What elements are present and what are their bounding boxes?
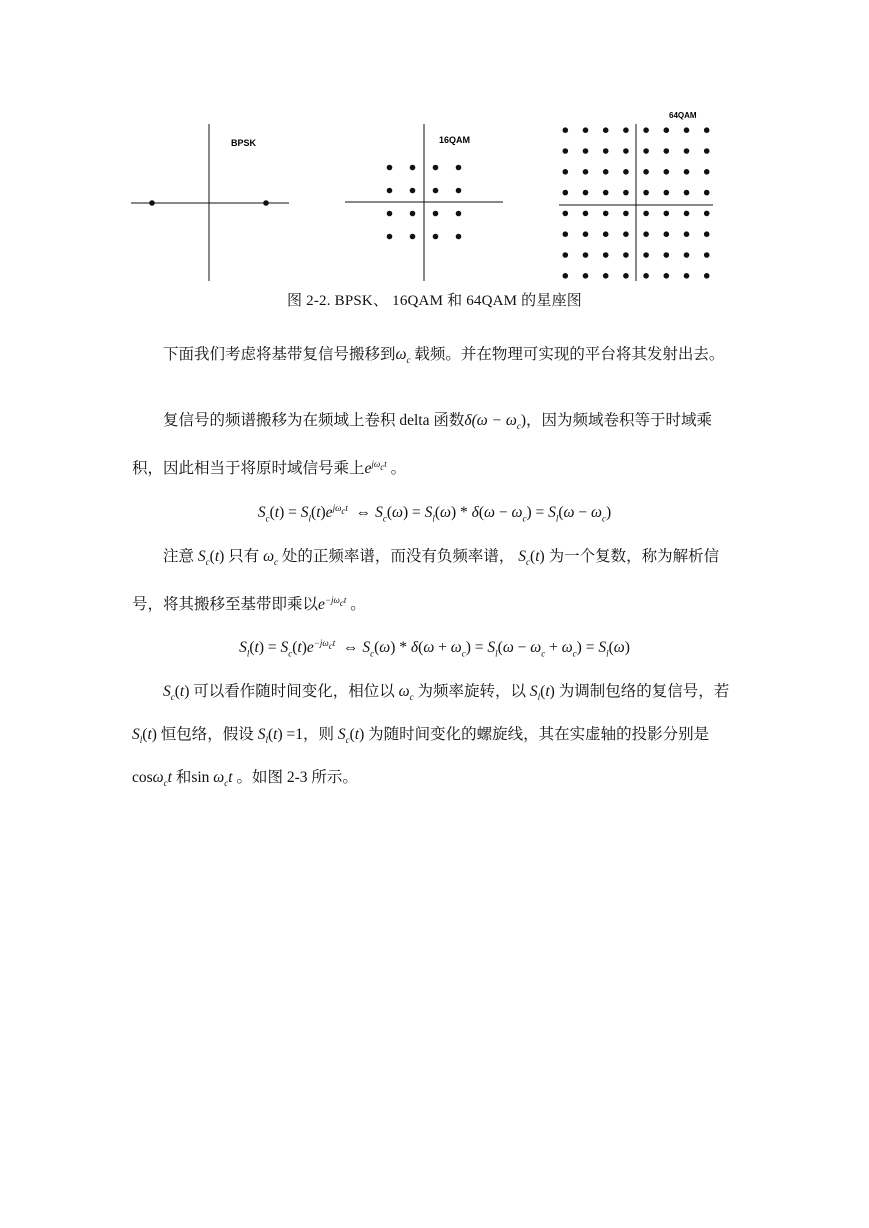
qam64-point-0-0 (563, 273, 569, 279)
qam64-point-5-1 (583, 169, 589, 175)
figure-caption: 图 2-2. BPSK、 16QAM 和 64QAM 的星座图 (287, 293, 582, 309)
qam16-diagram (345, 124, 503, 281)
p2-exp-base: e (364, 460, 372, 478)
qam64-point-0-4 (643, 273, 649, 279)
qam64-point-1-4 (643, 252, 649, 258)
p2-exp-sup-sub: c (380, 461, 385, 472)
bpsk-point-1 (263, 200, 269, 206)
qam64-point-3-5 (664, 211, 670, 217)
qam64-point-0-1 (583, 273, 589, 279)
qam64-point-7-0 (563, 127, 569, 133)
qam64-point-2-7 (704, 231, 710, 237)
p2-delta-expr-end: ) (520, 412, 527, 429)
p3-text-a: 注意 (163, 548, 195, 565)
qam64-point-4-5 (664, 190, 670, 196)
equation-1: $S_c(t) = S_l(t)e^{j\omega_ct}$ ⇔ $S_c(\omega) = S_l(\omega) * \delta(\omega - \omega_c) = S_l(\omega - \omega_c)$ (257, 503, 612, 524)
paragraph-2 (132, 402, 740, 488)
qam64-point-5-2 (603, 169, 609, 175)
qam64-point-4-0 (563, 190, 569, 196)
qam64-point-3-0 (563, 211, 569, 217)
qam64-point-6-7 (704, 148, 710, 154)
qam64-point-7-1 (583, 127, 589, 133)
qam64-point-1-0 (563, 252, 569, 258)
qam64-point-3-2 (603, 211, 609, 217)
p4-text-c: 为调制包络的复信号，若 (558, 683, 730, 700)
p4-end: 。如图 2-3 所示。 (232, 769, 358, 787)
p4-cos: cos (132, 769, 153, 787)
qam64-point-1-6 (684, 252, 690, 258)
qam64-point-5-7 (704, 169, 710, 175)
qam64-point-1-5 (664, 252, 670, 258)
qam64-point-0-3 (623, 273, 629, 279)
qam16-point-3-3 (456, 165, 462, 171)
qam64-point-2-5 (664, 231, 670, 237)
bpsk-diagram (131, 124, 289, 281)
qam64-point-5-6 (684, 169, 690, 175)
qam64-point-7-6 (684, 127, 690, 133)
qam64-point-2-2 (603, 231, 609, 237)
p2-end: 。 (386, 460, 407, 478)
qam64-point-0-7 (704, 273, 710, 279)
paragraph-3: 注意 $S_c(t)$ 只有 $\omega_c$ 处的正频率谱，而没有负频率谱， $S_c(t)$ 为一个复数，称为解析信号，将其搬移至基带即乘以$e^{-j\omega_ct}$ 。 (132, 548, 720, 614)
qam64-point-5-0 (563, 169, 569, 175)
p2-exp-sup: jω (371, 459, 381, 470)
qam64-point-7-5 (664, 127, 670, 133)
p1-text: 下面我们考虑将基带复信号搬移到 (163, 346, 396, 363)
qam64-point-4-6 (684, 190, 690, 196)
qam16-point-1-1 (410, 211, 416, 217)
p4-text-e: =1，则 (286, 726, 334, 744)
qam64-point-6-0 (563, 148, 569, 154)
qam64-point-6-4 (643, 148, 649, 154)
qam64-point-5-4 (643, 169, 649, 175)
qam16-point-2-0 (387, 188, 393, 194)
qam16-label: 16QAM (439, 135, 471, 145)
qam16-point-0-3 (456, 234, 462, 240)
p4-text-f: 为随时间变化的螺旋线，其在实虚轴的投影分别是 (368, 726, 710, 744)
qam64-point-2-6 (684, 231, 690, 237)
qam64-point-7-3 (623, 127, 629, 133)
p1-omega: ω (395, 346, 407, 363)
qam64-diagram (559, 111, 713, 281)
qam64-point-6-5 (664, 148, 670, 154)
qam64-point-7-2 (603, 127, 609, 133)
p3-end: 。 (346, 596, 366, 614)
bpsk-point-0 (149, 200, 155, 206)
qam64-point-2-1 (583, 231, 589, 237)
qam64-point-6-1 (583, 148, 589, 154)
qam64-point-0-6 (684, 273, 690, 279)
qam64-point-2-0 (563, 231, 569, 237)
p2-text-b: ，因为频域卷积等于时域乘积，因此相当于将原时域信号乘上 (132, 412, 713, 478)
p4-text-b: 为频率旋转，以 (417, 683, 527, 700)
qam64-point-4-3 (623, 190, 629, 196)
qam64-point-1-7 (704, 252, 710, 258)
qam64-point-1-1 (583, 252, 589, 258)
p2-delta-expr: δ(ω − ω (464, 412, 517, 429)
qam16-point-0-2 (433, 234, 439, 240)
p4-text-a: 可以看作随时间变化，相位以 (193, 683, 395, 700)
qam64-point-4-1 (583, 190, 589, 196)
qam64-point-6-6 (684, 148, 690, 154)
p4-and: 和 (175, 769, 192, 787)
qam64-point-3-3 (623, 211, 629, 217)
equation-2: $S_l(t) = S_c(t)e^{-j\omega_ct}$ ⇔ $S_c(\omega) * \delta(\omega + \omega_c) = S_l(\omega - \omega_c + \omega_c) = S_l(\omega)$ (239, 638, 630, 659)
qam16-point-1-3 (456, 211, 462, 217)
qam64-point-1-2 (603, 252, 609, 258)
qam64-point-3-6 (684, 211, 690, 217)
p2-exp-sup-t: t (384, 459, 387, 470)
qam64-point-4-7 (704, 190, 710, 196)
qam16-point-2-1 (410, 188, 416, 194)
qam64-point-7-4 (643, 127, 649, 133)
qam64-point-6-3 (623, 148, 629, 154)
p4-text-d: 恒包络，假设 (160, 726, 254, 744)
qam16-point-2-2 (433, 188, 439, 194)
p1-omega-sub: c (406, 355, 411, 366)
qam64-point-5-3 (623, 169, 629, 175)
qam64-point-3-7 (704, 211, 710, 217)
qam16-point-2-3 (456, 188, 462, 194)
qam16-point-1-0 (387, 211, 393, 217)
qam64-point-0-5 (664, 273, 670, 279)
p3-text-c: 处的正频率谱，而没有负频率谱， (281, 548, 515, 565)
qam16-point-0-0 (387, 234, 393, 240)
paragraph-1 (132, 336, 740, 379)
qam64-point-4-2 (603, 190, 609, 196)
qam16-point-1-2 (433, 211, 439, 217)
qam16-point-3-1 (410, 165, 416, 171)
qam64-point-6-2 (603, 148, 609, 154)
qam16-point-0-1 (410, 234, 416, 240)
p1-tail: 载频。并在物理可实现的平台将其发射出去。 (410, 346, 725, 363)
bpsk-label: BPSK (231, 138, 257, 148)
paragraph-4: $S_c(t)$ 可以看作随时间变化，相位以 $\omega_c$ 为频率旋转，以 $S_l(t)$ 为调制包络的复信号，若 $S_l(t)$ 恒包络，假设 $S_l(t) =1$，则 $S_c(t)$ 为随时间变化的螺旋线，其在实虚轴的投影分别是cosω$_c$t 和$\sin \omega_ct$ 。如图 2-3 所示。 (132, 683, 730, 789)
qam64-point-2-4 (643, 231, 649, 237)
qam16-point-3-2 (433, 165, 439, 171)
p2-delta-expr-sub: c (516, 421, 521, 432)
qam16-point-3-0 (387, 165, 393, 171)
qam64-point-7-7 (704, 127, 710, 133)
qam64-point-0-2 (603, 273, 609, 279)
qam64-point-1-3 (623, 252, 629, 258)
qam64-point-4-4 (643, 190, 649, 196)
qam64-point-2-3 (623, 231, 629, 237)
qam64-point-5-5 (664, 169, 670, 175)
qam64-point-3-4 (643, 211, 649, 217)
p3-text-d: 为一个复数，称为解析信号，将其搬移至基带即乘以 (132, 548, 720, 614)
qam64-label: 64QAM (669, 111, 697, 120)
qam64-point-3-1 (583, 211, 589, 217)
constellation-figure (0, 0, 869, 290)
p2-text-a: 复信号的频谱搬移为在频域上卷积 delta 函数 (163, 412, 465, 429)
p3-text-b: 只有 (228, 548, 260, 565)
p4-sin: sin (191, 769, 210, 787)
